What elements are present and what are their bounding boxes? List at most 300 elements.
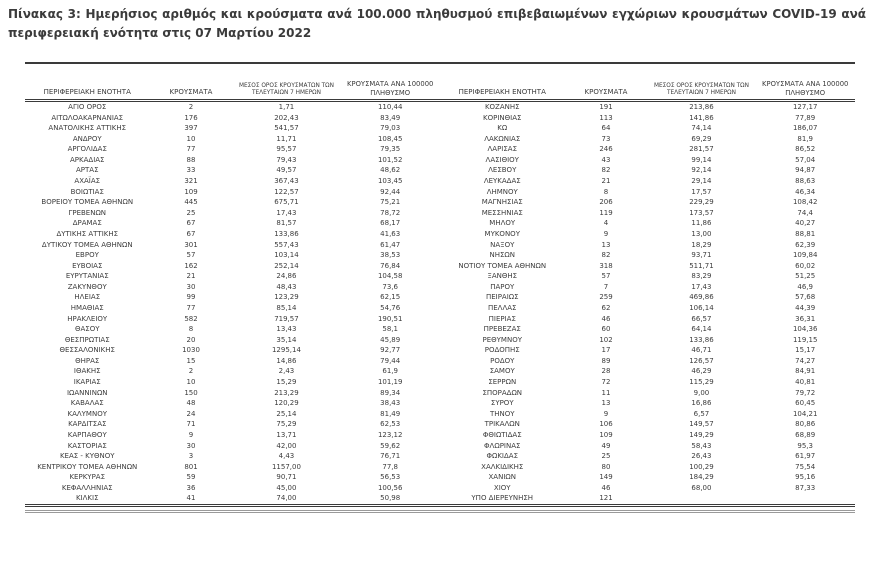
per100k-cell: 36,31 [795,314,816,323]
table-row [440,240,855,251]
per100k-cell: 83,49 [380,113,401,122]
cases-cell: 206 [599,198,613,207]
region-cell: ΗΡΑΚΛΕΙΟΥ [67,314,108,323]
region-cell: ΕΥΒΟΙΑΣ [72,261,103,270]
avg7-cell: 58,43 [691,441,712,450]
table-row [440,261,855,272]
cases-cell: 64 [601,124,611,133]
avg7-cell: 229,29 [689,198,714,207]
region-cell: ΑΡΚΑΔΙΑΣ [70,155,105,164]
cases-cell: 1030 [182,346,200,355]
region-cell: ΚΕΦΑΛΛΗΝΙΑΣ [61,483,113,492]
avg7-cell: 106,14 [689,303,714,312]
avg7-cell: 123,29 [274,293,299,302]
cases-cell: 57 [601,272,611,281]
avg7-cell: 252,14 [274,261,299,270]
table-row [440,218,855,229]
avg7-cell: 126,57 [689,356,714,365]
table-row [25,419,440,430]
table-row [25,303,440,314]
table-row [25,441,440,452]
table-row [25,261,440,272]
avg7-cell: 64,14 [691,325,712,334]
region-cell: ΤΗΝΟΥ [489,409,515,418]
cases-cell: 30 [186,282,196,291]
cases-cell: 62 [601,303,611,312]
cases-cell: 15 [186,356,196,365]
per100k-cell: 58,1 [382,325,398,334]
region-cell: ΛΕΣΒΟΥ [488,166,517,175]
avg7-cell: 469,86 [689,293,714,302]
per100k-cell: 76,71 [380,452,401,461]
cases-cell: 13 [601,240,611,249]
avg7-cell: 17,57 [691,187,712,196]
per100k-cell: 87,33 [795,483,816,492]
cases-cell: 17 [601,346,611,355]
table-row [25,356,440,367]
region-cell: ΚΟΡΙΝΘΙΑΣ [483,113,522,122]
table-row [25,430,440,441]
avg7-cell: 14,86 [276,356,297,365]
region-cell: ΘΕΣΠΡΩΤΙΑΣ [64,335,110,344]
region-cell: ΑΙΤΩΛΟΑΚΑΡΝΑΝΙΑΣ [51,113,124,122]
avg7-cell: 85,14 [276,303,297,312]
avg7-cell: 511,71 [689,261,714,270]
per100k-cell: 45,89 [380,335,401,344]
cases-cell: 89 [601,356,611,365]
cases-cell: 8 [603,187,609,196]
per100k-cell: 62,39 [795,240,816,249]
region-cell: ΚΑΡΠΑΘΟΥ [67,430,107,439]
table-row [440,197,855,208]
region-cell: ΥΠΟ ΔΙΕΡΕΥΝΗΣΗ [471,494,534,503]
per100k-cell: 101,52 [377,155,403,164]
avg7-cell: 1,71 [278,103,295,111]
per100k-cell: 75,21 [380,198,401,207]
avg7-cell: 367,43 [274,177,299,186]
per100k-cell: 74,4 [797,208,813,217]
cases-cell: 71 [186,420,196,429]
cases-cell: 46 [601,314,611,323]
cases-cell: 10 [186,134,196,143]
table-row [440,134,855,145]
region-cell: ΝΗΣΩΝ [489,251,515,260]
table-row [25,282,440,293]
table-row [440,292,855,303]
cases-cell: 30 [186,441,196,450]
per100k-cell: 76,84 [380,261,401,270]
avg7-cell: 281,57 [689,145,714,154]
per100k-cell: 80,86 [795,420,816,429]
avg7-cell: 13,43 [276,325,297,334]
region-cell: ΒΟΡΕΙΟΥ ΤΟΜΕΑ ΑΘΗΝΩΝ [41,198,134,207]
region-cell: ΚΑΡΔΙΤΣΑΣ [68,420,107,429]
avg7-cell: 66,57 [691,314,712,323]
per100k-cell: 60,02 [795,261,816,270]
region-cell: ΠΕΙΡΑΙΩΣ [485,293,519,302]
per100k-cell: 74,27 [795,356,816,365]
cases-cell: 259 [599,293,613,302]
region-cell: ΛΑΣΙΘΙΟΥ [485,155,519,164]
table-row [440,282,855,293]
region-cell: ΚΙΛΚΙΣ [75,494,99,503]
avg7-cell: 4,43 [278,452,295,461]
table-row [440,176,855,187]
region-cell: ΡΕΘΥΜΝΟΥ [482,335,522,344]
avg7-cell: 1295,14 [271,346,301,355]
avg7-cell: 92,14 [691,166,712,175]
avg7-cell: 149,29 [689,430,714,439]
cases-cell: 2 [188,103,194,111]
avg7-cell: 16,86 [691,399,712,408]
per100k-cell: 95,16 [795,473,816,482]
cases-cell: 25 [186,208,196,217]
table-row [440,451,855,462]
table-row [440,250,855,261]
avg7-cell: 11,86 [691,219,712,228]
per100k-cell: 119,15 [792,335,818,344]
table-row [25,123,440,134]
avg7-cell: 202,43 [274,113,299,122]
per100k-cell: 108,45 [377,134,403,143]
cases-cell: 121 [599,494,613,503]
per100k-cell: 48,62 [380,166,401,175]
table-row [440,208,855,219]
per100k-cell: 100,56 [377,483,403,492]
column-header-per100k: ΚΡΟΥΣΜΑΤΑ ΑΝΑ 100000 ΠΛΗΘΥΣΜΟ [340,64,440,101]
table-row [25,101,440,113]
table-row [440,493,855,505]
region-cell: ΛΗΜΝΟΥ [486,187,518,196]
cases-cell: 13 [601,399,611,408]
table-row [25,113,440,124]
cases-cell: 59 [186,473,196,482]
per100k-cell: 110,44 [377,103,403,111]
avg7-cell: 115,29 [689,378,714,387]
column-header-region: ΠΕΡΙΦΕΡΕΙΑΚΗ ΕΝΟΤΗΤΑ [440,64,565,101]
per100k-cell: 56,53 [380,473,401,482]
per100k-cell: 95,3 [797,441,813,450]
region-cell: ΣΠΟΡΑΔΩΝ [482,388,523,397]
cases-cell: 43 [601,155,611,164]
region-cell: ΛΕΥΚΑΔΑΣ [483,177,521,186]
cases-cell: 33 [186,166,196,175]
region-cell: ΝΟΤΙΟΥ ΤΟΜΕΑ ΑΘΗΝΩΝ [458,261,547,270]
per100k-cell: 88,81 [795,229,816,238]
avg7-cell: 675,71 [274,198,299,207]
cases-cell: 150 [184,388,198,397]
table-row [25,292,440,303]
region-cell: ΦΛΩΡΙΝΑΣ [484,441,521,450]
avg7-cell: 46,29 [691,367,712,376]
table-row [25,472,440,483]
cases-cell: 67 [186,229,196,238]
per100k-cell [755,493,855,505]
table-row [25,155,440,166]
region-cell: ΜΕΣΣΗΝΙΑΣ [481,208,523,217]
table-row [25,409,440,420]
avg7-cell: 15,29 [276,378,297,387]
table-row [25,493,440,505]
region-cell: ΑΝΔΡΟΥ [72,134,102,143]
per100k-cell: 46,9 [797,282,813,291]
region-cell: ΒΟΙΩΤΙΑΣ [70,187,104,196]
cases-cell: 25 [601,452,611,461]
region-cell: ΚΑΒΑΛΑΣ [70,399,104,408]
per100k-cell: 92,77 [380,346,401,355]
per100k-cell: 50,98 [380,494,401,503]
table-row [440,356,855,367]
avg7-cell: 11,71 [276,134,297,143]
table-row [440,419,855,430]
region-cell: ΑΡΓΟΛΙΔΑΣ [67,145,107,154]
cases-cell: 48 [186,399,196,408]
region-cell: ΠΑΡΟΥ [490,282,515,291]
avg7-cell: 213,86 [689,103,714,111]
per100k-cell: 61,97 [795,452,816,461]
table-caption: Πίνακας 3: Ημερήσιος αριθμός και κρούσματα ανά 100.000 πληθυσμού επιβεβαιωμένων εγχώριων κρουσμάτων COVID-19 ανά περιφερειακή ενότητα στις 07 Μαρτίου 2022 [8,7,866,40]
cases-cell: 9 [603,229,609,238]
per100k-cell: 78,72 [380,208,401,217]
avg7-cell: 74,14 [691,124,712,133]
cases-cell: 57 [186,251,196,260]
cases-cell: 176 [184,113,198,122]
per100k-cell: 104,36 [792,325,818,334]
table-row [25,218,440,229]
per100k-cell: 186,07 [792,124,818,133]
avg7-cell: 42,00 [276,441,297,450]
avg7-cell: 1157,00 [271,462,301,471]
region-cell: ΚΕΑΣ - ΚΥΘΝΟΥ [59,452,115,461]
per100k-cell: 40,27 [795,219,816,228]
region-cell: ΚΑΛΥΜΝΟΥ [67,409,107,418]
table-row [440,409,855,420]
table-row [25,250,440,261]
table-row [440,377,855,388]
per100k-cell: 79,35 [380,145,401,154]
cases-cell: 7 [603,282,609,291]
table-row [25,187,440,198]
cases-cell: 28 [601,367,611,376]
per100k-cell: 15,17 [795,346,816,355]
table-row [25,324,440,335]
region-cell: ΧΑΝΙΩΝ [488,473,516,482]
region-cell: ΚΟΖΑΝΗΣ [484,103,520,111]
column-header-avg7: ΜΕΣΟΣ ΟΡΟΣ ΚΡΟΥΣΜΑΤΩΝ ΤΩΝ ΤΕΛΕΥΤΑΙΩΝ 7 ΗΜΕΡΩΝ [233,64,341,101]
cases-cell: 445 [184,198,198,207]
cases-cell: 246 [599,145,613,154]
cases-cell: 24 [186,409,196,418]
avg7-cell: 213,29 [274,388,299,397]
avg7-cell: 90,71 [276,473,297,482]
table-row [440,441,855,452]
per100k-cell: 79,03 [380,124,401,133]
cases-cell: 8 [188,325,194,334]
table-row [25,314,440,325]
per100k-cell: 62,15 [380,293,401,302]
table-row [440,144,855,155]
table-row [440,303,855,314]
per100k-cell: 81,49 [380,409,401,418]
avg7-cell: 9,00 [693,388,710,397]
region-cell: ΓΡΕΒΕΝΩΝ [68,208,107,217]
table-row [25,176,440,187]
region-cell: ΙΚΑΡΙΑΣ [73,378,101,387]
avg7-cell: 103,14 [274,251,299,260]
avg7-cell: 541,57 [274,124,299,133]
per100k-cell: 79,72 [795,388,816,397]
covid-table-right [440,64,855,507]
cases-cell: 582 [184,314,198,323]
per100k-cell: 57,68 [795,293,816,302]
region-cell: ΑΧΑΪΑΣ [74,177,101,186]
table-row [25,483,440,494]
per100k-cell: 123,12 [377,430,403,439]
table-row [25,388,440,399]
region-cell: ΙΘΑΚΗΣ [73,367,101,376]
avg7-cell: 122,57 [274,187,299,196]
cases-cell: 102 [599,335,613,344]
region-cell: ΔΥΤΙΚΟΥ ΤΟΜΕΑ ΑΘΗΝΩΝ [41,240,133,249]
region-cell: ΛΑΚΩΝΙΑΣ [484,134,521,143]
header-row [25,64,440,101]
table-row [25,451,440,462]
cases-cell: 119 [599,208,613,217]
table-row [440,165,855,176]
cases-cell: 106 [599,420,613,429]
table-row [25,229,440,240]
avg7-cell: 68,00 [691,483,712,492]
table-row [25,240,440,251]
region-cell: ΠΕΛΛΑΣ [488,303,517,312]
cases-cell: 46 [601,483,611,492]
table-row [440,271,855,282]
cases-cell: 2 [188,367,194,376]
cases-cell: 301 [184,240,198,249]
table-row [25,335,440,346]
table-row [440,472,855,483]
table-row [25,197,440,208]
region-cell: ΑΓΙΟ ΟΡΟΣ [68,103,107,111]
region-cell: ΣΕΡΡΩΝ [488,378,517,387]
table-row [25,134,440,145]
avg7-cell: 719,57 [274,314,299,323]
region-cell: ΙΩΑΝΝΙΝΩΝ [66,388,108,397]
table-row [25,366,440,377]
table-row [440,123,855,134]
table-row [25,462,440,473]
cases-cell: 191 [599,103,613,111]
per100k-cell: 92,44 [380,187,401,196]
column-header-per100k: ΚΡΟΥΣΜΑΤΑ ΑΝΑ 100000 ΠΛΗΘΥΣΜΟ [755,64,855,101]
region-cell: ΔΡΑΜΑΣ [72,219,102,228]
table-row [440,324,855,335]
cases-cell: 113 [599,113,613,122]
avg7-cell: 26,43 [691,452,712,461]
region-cell: ΚΕΝΤΡΙΚΟΥ ΤΟΜΕΑ ΑΘΗΝΩΝ [37,462,138,471]
region-cell: ΘΕΣΣΑΛΟΝΙΚΗΣ [59,346,115,355]
cases-cell: 99 [186,293,196,302]
region-cell: ΝΑΞΟΥ [490,240,515,249]
per100k-cell: 81,9 [797,134,813,143]
region-cell: ΑΡΤΑΣ [76,166,99,175]
avg7-cell: 95,57 [276,145,297,154]
avg7-cell: 557,43 [274,240,299,249]
avg7-cell: 46,71 [691,346,712,355]
header-row [440,64,855,101]
per100k-cell: 59,62 [380,441,401,450]
region-cell: ΡΟΔΟΥ [490,356,515,365]
cases-cell: 72 [601,378,611,387]
cases-cell: 73 [601,134,611,143]
per100k-cell: 89,34 [380,388,401,397]
avg7-cell: 6,57 [693,409,710,418]
avg7-cell: 133,86 [274,229,299,238]
per100k-cell: 62,53 [380,420,401,429]
table-row [440,345,855,356]
column-header-region: ΠΕΡΙΦΕΡΕΙΑΚΗ ΕΝΟΤΗΤΑ [25,64,150,101]
table-row [25,165,440,176]
table-row [440,430,855,441]
avg7-cell: 13,71 [276,430,297,439]
region-cell: ΔΥΤΙΚΗΣ ΑΤΤΙΚΗΣ [56,229,119,238]
per100k-cell: 77,8 [382,462,398,471]
table-row [440,335,855,346]
per100k-cell: 57,04 [795,155,816,164]
cases-cell: 80 [601,462,611,471]
avg7-cell: 48,43 [276,282,297,291]
per100k-cell: 88,63 [795,177,816,186]
region-cell: ΚΩ [497,124,508,133]
region-cell: ΦΩΚΙΔΑΣ [486,452,518,461]
per100k-cell: 68,17 [380,219,401,228]
table-row [440,388,855,399]
region-cell: ΧΑΛΚΙΔΙΚΗΣ [481,462,524,471]
cases-cell: 82 [601,251,611,260]
cases-cell: 49 [601,441,611,450]
per100k-cell: 46,34 [795,187,816,196]
cases-cell: 60 [601,325,611,334]
per100k-cell: 94,87 [795,166,816,175]
avg7-cell: 69,29 [691,134,712,143]
avg7-cell: 79,43 [276,155,297,164]
per100k-cell: 127,17 [792,103,818,111]
cases-cell: 82 [601,166,611,175]
avg7-cell: 74,00 [276,494,297,503]
cases-cell: 109 [184,187,198,196]
cases-cell: 9 [603,409,609,418]
avg7-cell: 149,57 [689,420,714,429]
table-row [440,314,855,325]
region-cell: ΛΑΡΙΣΑΣ [487,145,517,154]
region-cell: ΑΝΑΤΟΛΙΚΗΣ ΑΤΤΙΚΗΣ [48,124,127,133]
cases-cell: 801 [184,462,198,471]
table-row [440,113,855,124]
cases-cell: 36 [186,483,196,492]
avg7-cell: 83,29 [691,272,712,281]
avg7-cell: 35,14 [276,335,297,344]
avg7-cell: 2,43 [278,367,295,376]
cases-cell: 21 [601,177,611,186]
table-row [440,187,855,198]
table-row [25,377,440,388]
table-row [440,398,855,409]
cases-cell: 77 [186,303,196,312]
cases-cell: 109 [599,430,613,439]
bottom-divider [25,510,855,513]
avg7-cell: 141,86 [689,113,714,122]
table-row [25,271,440,282]
